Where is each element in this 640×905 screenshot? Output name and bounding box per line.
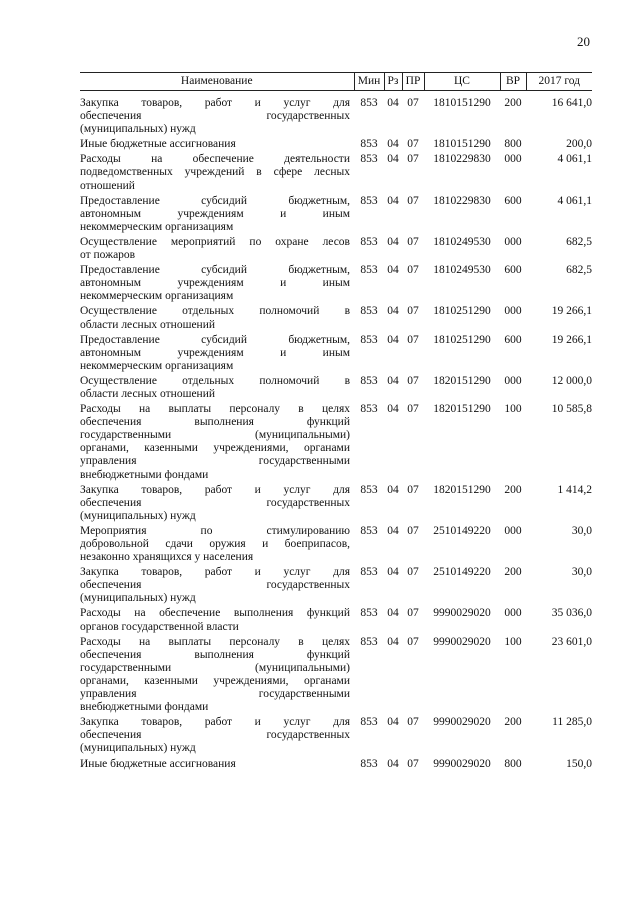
row-name-line: Осуществление мероприятий по охране лесов [80,235,350,248]
row-name [80,375,354,403]
row-name [80,153,354,194]
row-min: 853 [360,716,378,729]
row-cs: 1810229830 [433,194,491,207]
table-header [80,73,592,91]
row-name-line: Закупка товаров, работ и услуг для [80,566,350,579]
row-min: 853 [360,374,378,387]
row-name [80,91,354,139]
row-name-line: Мероприятия по стимулированию [80,524,350,537]
row-rz: 04 [387,264,399,277]
row-name-line: государственными (муниципальными) [80,429,350,442]
row-min: 853 [360,635,378,648]
row-name-line: органов государственной власти [80,620,239,633]
table-row [80,484,592,525]
row-pr: 07 [407,374,419,387]
row-name-line: автономным учреждениям и иным [80,346,350,359]
row-name [80,758,354,773]
row-cs: 2510149220 [433,524,491,537]
row-min: 853 [360,305,378,318]
row-name [80,334,354,375]
row-name-line: обеспечения выполнения функций [80,648,350,661]
row-pr: 07 [407,607,419,620]
row-name-line: органами, казенными учреждениями, органами [80,674,350,687]
table-body [80,91,592,773]
row-name-line: (муниципальных) нужд [80,509,196,522]
row-sum: 150,0 [566,757,592,770]
row-name-line: Закупка товаров, работ и услуг для [80,483,350,496]
table-row [80,91,592,139]
row-name [80,716,354,757]
row-name [80,138,354,153]
row-min: 853 [360,483,378,496]
table-row [80,153,592,194]
row-sum: 16 641,0 [551,97,592,109]
row-min: 853 [360,194,378,207]
row-sum: 19 266,1 [551,333,592,346]
row-name-line: (муниципальных) нужд [80,742,196,755]
row-sum: 10 585,8 [551,403,592,416]
row-cs: 1820151290 [433,403,491,416]
row-name [80,566,354,607]
table-row [80,264,592,305]
row-rz: 04 [387,483,399,496]
row-name-line: области лесных отношений [80,318,216,331]
row-pr: 07 [407,235,419,248]
row-min: 853 [360,403,378,416]
row-pr: 07 [407,97,419,109]
row-name-line: Осуществление отдельных полномочий в [80,374,350,387]
table-row [80,566,592,607]
row-vr: 200 [504,97,522,109]
row-rz: 04 [387,153,399,166]
row-name-line: государственными (муниципальными) [80,661,350,674]
row-name [80,607,354,635]
table-row [80,607,592,635]
row-name-line: от пожаров [80,249,136,262]
row-sum: 4 061,1 [557,153,592,166]
row-vr: 600 [504,194,522,207]
header-pr: ПР [402,73,424,91]
row-name-line: автономным учреждениям и иным [80,277,350,290]
row-pr: 07 [407,524,419,537]
row-name [80,305,354,333]
row-name-line: Осуществление отдельных полномочий в [80,305,350,318]
row-pr: 07 [407,333,419,346]
row-name [80,195,354,236]
row-rz: 04 [387,235,399,248]
row-name-line: Предоставление субсидий бюджетным, [80,194,350,207]
row-pr: 07 [407,635,419,648]
table-row [80,525,592,566]
row-vr: 100 [504,635,522,648]
row-pr: 07 [407,194,419,207]
row-sum: 30,0 [571,566,592,579]
row-rz: 04 [387,333,399,346]
table-row [80,758,592,773]
row-sum: 30,0 [571,524,592,537]
row-name-line: некоммерческим организациям [80,290,234,303]
row-name-line: органами, казенными учреждениями, органами [80,442,350,455]
row-cs: 1810251290 [433,333,491,346]
row-name-line: отношений [80,179,135,192]
table-row [80,636,592,717]
row-sum: 23 601,0 [551,635,592,648]
table-row [80,195,592,236]
row-min: 853 [360,607,378,620]
row-sum: 1 414,2 [557,483,592,496]
row-vr: 800 [504,138,522,151]
header-rz: Рз [384,73,402,91]
row-pr: 07 [407,403,419,416]
row-vr: 600 [504,333,522,346]
row-pr: 07 [407,305,419,318]
row-name-line: Закупка товаров, работ и услуг для [80,716,350,729]
row-name-line: некоммерческим организациям [80,359,234,372]
row-min: 853 [360,264,378,277]
row-rz: 04 [387,757,399,770]
budget-table [80,72,592,773]
row-cs: 9990029020 [433,716,491,729]
row-cs: 1810229830 [433,153,491,166]
row-sum: 4 061,1 [557,194,592,207]
row-cs: 2510149220 [433,566,491,579]
row-name-line: Расходы на выплаты персоналу в целях [80,403,350,416]
row-name-line: области лесных отношений [80,387,216,400]
row-name-line: Расходы на выплаты персоналу в целях [80,635,350,648]
row-name-line: Расходы на обеспечение деятельности [80,153,350,166]
row-min: 853 [360,333,378,346]
row-name-line: обеспечения государственных [80,110,350,123]
row-name-line: управления государственными [80,688,350,701]
row-cs: 1810151290 [433,97,491,109]
row-vr: 800 [504,757,522,770]
row-sum: 19 266,1 [551,305,592,318]
row-name-line: Иные бюджетные ассигнования [80,138,236,151]
row-name [80,525,354,566]
row-name-line: внебюджетными фондами [80,468,209,481]
table-row [80,716,592,757]
row-vr: 000 [504,607,522,620]
row-min: 853 [360,97,378,109]
table-row [80,403,592,484]
row-name [80,403,354,484]
row-rz: 04 [387,635,399,648]
row-sum: 200,0 [566,138,592,151]
table-row [80,334,592,375]
row-name [80,484,354,525]
row-name-line: Предоставление субсидий бюджетным, [80,264,350,277]
table-row [80,236,592,264]
row-name-line: Закупка товаров, работ и услуг для [80,97,350,109]
row-name-line: (муниципальных) нужд [80,592,196,605]
row-rz: 04 [387,524,399,537]
row-name-line: обеспечения государственных [80,729,350,742]
row-sum: 11 285,0 [552,716,592,729]
row-cs: 1810251290 [433,305,491,318]
row-rz: 04 [387,716,399,729]
row-vr: 200 [504,483,522,496]
row-vr: 000 [504,524,522,537]
row-min: 853 [360,757,378,770]
row-name-line: обеспечения государственных [80,579,350,592]
row-name-line: подведомственных учреждений в сфере лесных [80,166,350,179]
row-cs: 1810249530 [433,264,491,277]
row-min: 853 [360,138,378,151]
row-cs: 1810151290 [433,138,491,151]
row-rz: 04 [387,305,399,318]
row-name [80,236,354,264]
row-min: 853 [360,235,378,248]
row-rz: 04 [387,194,399,207]
row-pr: 07 [407,716,419,729]
row-vr: 600 [504,264,522,277]
row-vr: 200 [504,566,522,579]
header-vr: ВР [500,73,526,91]
row-rz: 04 [387,566,399,579]
row-min: 853 [360,153,378,166]
row-rz: 04 [387,97,399,109]
table-row [80,375,592,403]
row-min: 853 [360,566,378,579]
row-sum: 12 000,0 [551,374,592,387]
row-pr: 07 [407,138,419,151]
header-sum: 2017 год [526,73,592,91]
row-name-line: Расходы на обеспечение выполнения функций [80,607,350,620]
row-name-line: добровольной сдачи оружия и боеприпасов, [80,538,350,550]
row-pr: 07 [407,264,419,277]
row-name-line: обеспечения государственных [80,496,350,509]
row-min: 853 [360,524,378,537]
table-row [80,138,592,153]
row-name-line: (муниципальных) нужд [80,123,196,136]
header-name: Наименование [80,73,354,91]
row-vr: 000 [504,374,522,387]
row-pr: 07 [407,153,419,166]
row-cs: 1820151290 [433,483,491,496]
page-number: 20 [577,34,590,49]
row-sum: 35 036,0 [551,607,592,620]
row-sum: 682,5 [566,264,592,277]
row-cs: 9990029020 [433,635,491,648]
row-cs: 1820151290 [433,374,491,387]
row-sum: 682,5 [566,235,592,248]
row-name-line: Иные бюджетные ассигнования [80,757,236,770]
row-name-line: Предоставление субсидий бюджетным, [80,333,350,346]
row-name [80,264,354,305]
header-cs: ЦС [424,73,500,91]
row-vr: 000 [504,235,522,248]
row-cs: 1810249530 [433,235,491,248]
row-name-line: незаконно хранящихся у населения [80,551,254,564]
row-name [80,636,354,717]
row-pr: 07 [407,483,419,496]
row-name-line: некоммерческим организациям [80,220,234,233]
row-name-line: автономным учреждениям и иным [80,207,350,220]
row-vr: 200 [504,716,522,729]
row-rz: 04 [387,607,399,620]
row-name-line: обеспечения выполнения функций [80,416,350,429]
row-rz: 04 [387,138,399,151]
row-vr: 000 [504,305,522,318]
header-min: Мин [354,73,384,91]
row-name-line: управления государственными [80,455,350,468]
row-cs: 9990029020 [433,757,491,770]
row-rz: 04 [387,403,399,416]
row-pr: 07 [407,566,419,579]
row-rz: 04 [387,374,399,387]
row-vr: 000 [504,153,522,166]
header-row [80,73,592,91]
row-pr: 07 [407,757,419,770]
table-row [80,305,592,333]
row-cs: 9990029020 [433,607,491,620]
row-vr: 100 [504,403,522,416]
row-name-line: внебюджетными фондами [80,701,209,714]
